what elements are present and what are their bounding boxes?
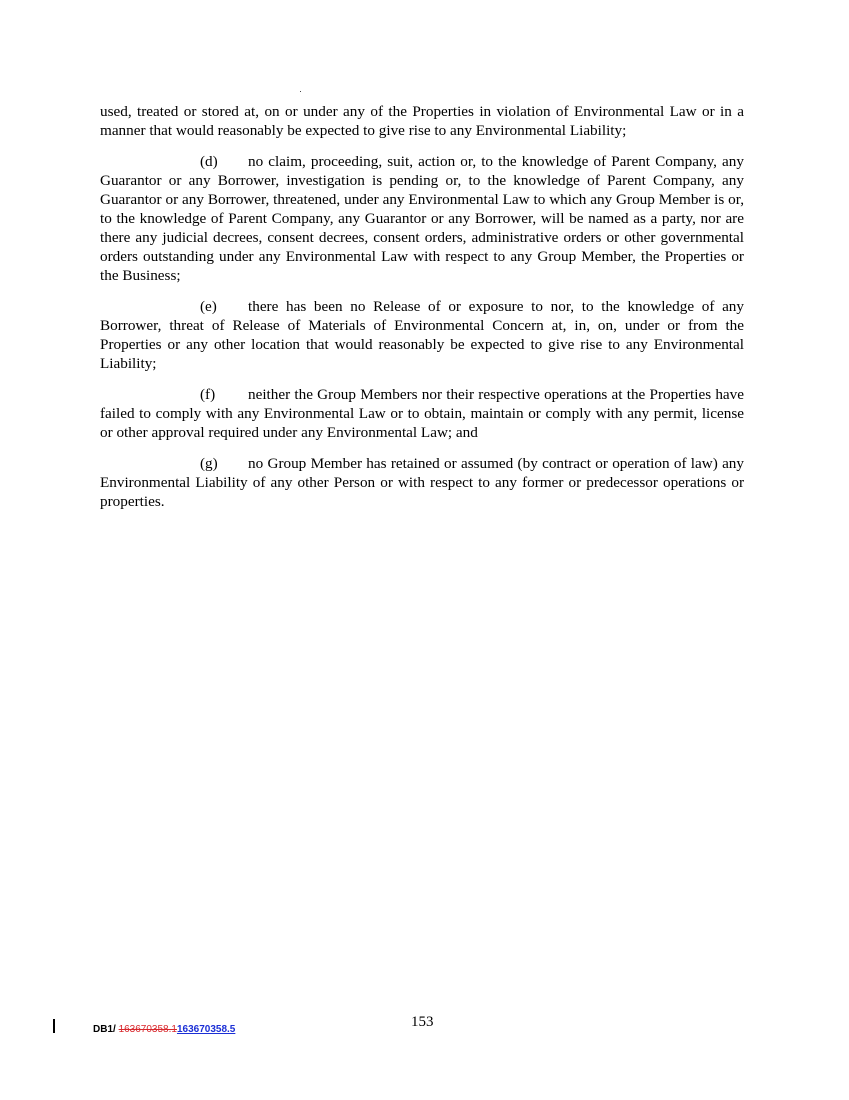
document-id (93, 1024, 235, 1035)
paragraph-label: (g) (200, 455, 218, 472)
paragraph-f (100, 385, 744, 442)
paragraph-text: no claim, proceeding, suit, action or, to the knowledge of Parent Company, any Guarantor or any Borrower, investigation is pending or, to the knowledge of Parent Company, any Guarantor or any Borrower, threatened, under any Environmental Law to which any Group Member is or, to the knowledge of Parent Company, any Guarantor or any Borrower, will be named as a party, nor are there any judicial decrees, consent decrees, consent orders, administrative orders or other governmental orders outstanding under any Environmental Law with respect to any Group Member, the Properties or the Business; (100, 153, 744, 284)
document-id-prefix: DB1/ (93, 1024, 119, 1035)
document-body (100, 102, 744, 523)
page-number: 153 (411, 1014, 434, 1030)
paragraph-e (100, 297, 744, 373)
change-bar (53, 1019, 55, 1033)
document-id-deleted: 163670358.1 (118, 1024, 177, 1035)
paragraph-text: there has been no Release of or exposure to nor, to the knowledge of any Borrower, threat of Release of Materials of Environmental Concern at, in, on, under or from the Properties or any other location that would reasonably be expected to give rise to any Environmental Liability; (100, 298, 744, 372)
stray-mark (300, 91, 301, 92)
paragraph-label: (e) (200, 298, 217, 315)
paragraph-text: neither the Group Members nor their respective operations at the Properties have failed to comply with any Environmental Law or to obtain, maintain or comply with any permit, license or other approval required under any Environmental Law; and (100, 386, 744, 441)
paragraph-label: (d) (200, 153, 218, 170)
paragraph-g (100, 454, 744, 511)
paragraph-text: no Group Member has retained or assumed (by contract or operation of law) any Environmental Liability of any other Person or with respect to any former or predecessor operations or properties. (100, 455, 744, 510)
paragraph-continuation (100, 102, 744, 140)
paragraph-text: used, treated or stored at, on or under any of the Properties in violation of Environmental Law or in a manner that would reasonably be expected to give rise to any Environmental Liability; (100, 103, 744, 139)
document-id-inserted: 163670358.5 (176, 1024, 236, 1035)
paragraph-d (100, 152, 744, 285)
paragraph-label: (f) (200, 386, 216, 403)
